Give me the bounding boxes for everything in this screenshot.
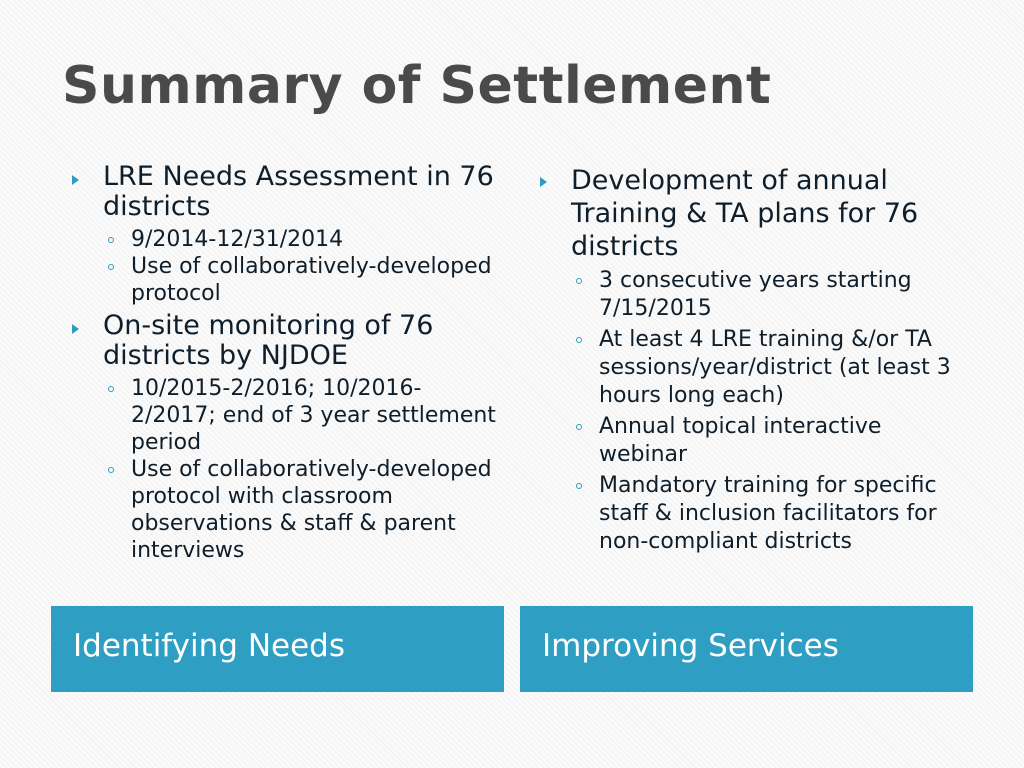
- sub-bullet-mandatory-training: [571, 472, 965, 556]
- sub-bullet-periods: [103, 375, 502, 456]
- sub-bullet-protocol: [103, 253, 502, 307]
- sub-bullet-webinar: [571, 413, 965, 469]
- banner-identifying-needs: Identifying Needs: [51, 606, 504, 692]
- sub-bullet-text: Use of collaboratively-developed protocol with classroom observations & staff & parent interviews: [131, 457, 492, 563]
- sub-bullet-text: Use of collaboratively-developed protocol: [131, 254, 492, 306]
- bullet-onsite-monitoring: [72, 311, 502, 564]
- sub-bullet-text: Annual topical interactive webinar: [599, 414, 882, 467]
- open-circle-icon: [576, 483, 582, 489]
- sub-bullet-text: Mandatory training for specific staff & inclusion facilitators for non-compliant districts: [599, 473, 937, 554]
- sub-bullet-text: 10/2015-2/2016; 10/2016-2/2017; end of 3 year settlement period: [131, 376, 496, 455]
- open-circle-icon: [108, 237, 114, 243]
- sub-bullet-sessions: [571, 326, 965, 410]
- open-circle-icon: [576, 278, 582, 284]
- sub-bullet-text: 9/2014-12/31/2014: [131, 227, 344, 252]
- sub-list: [103, 226, 502, 307]
- open-circle-icon: [576, 424, 582, 430]
- sub-bullet-text: 3 consecutive years starting 7/15/2015: [599, 268, 912, 321]
- open-circle-icon: [108, 264, 114, 270]
- sub-list: [571, 267, 965, 556]
- triangle-arrow-icon: [540, 177, 547, 187]
- open-circle-icon: [108, 467, 114, 473]
- left-column: [72, 162, 502, 564]
- open-circle-icon: [576, 337, 582, 343]
- sub-list: [103, 375, 502, 564]
- right-column: [540, 164, 965, 556]
- slide-title: Summary of Settlement: [62, 56, 772, 116]
- banner-improving-services: Improving Services: [520, 606, 973, 692]
- bullet-needs-assessment: [72, 162, 502, 307]
- sub-bullet-years: [571, 267, 965, 323]
- triangle-arrow-icon: [72, 324, 79, 334]
- bullet-text: Development of annual Training & TA plans for 76 districts: [571, 165, 919, 262]
- bullet-training-plans: [540, 164, 965, 556]
- open-circle-icon: [108, 386, 114, 392]
- triangle-arrow-icon: [72, 175, 79, 185]
- sub-bullet-protocol-observations: [103, 456, 502, 564]
- sub-bullet-text: At least 4 LRE training &/or TA sessions/year/district (at least 3 hours long each): [599, 327, 951, 408]
- bullet-text: LRE Needs Assessment in 76 districts: [103, 161, 494, 222]
- bullet-text: On-site monitoring of 76 districts by NJDOE: [103, 310, 434, 371]
- sub-bullet-dates: [103, 226, 502, 253]
